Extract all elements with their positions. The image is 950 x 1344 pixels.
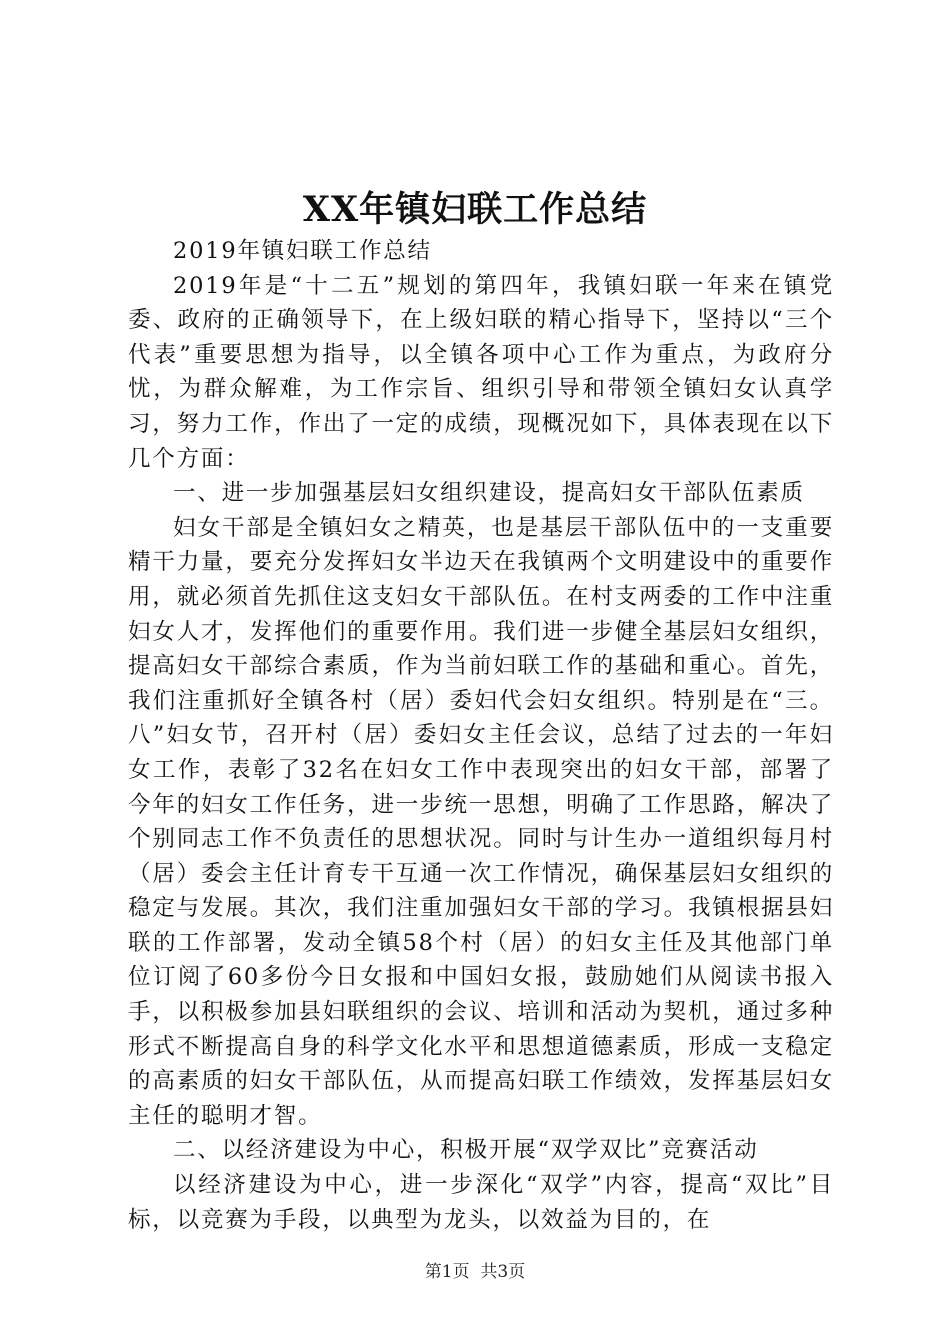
document-body [128, 234, 834, 1237]
section-1-paragraph: 妇女干部是全镇妇女之精英，也是基层干部队伍中的一支重要精干力量，要充分发挥妇女半边天在我镇两个文明建设中的重要作用，就必须首先抓住这支妇女干部队伍。在村支两委的工作中注重妇女人才，发挥他们的重要作用。我们进一步健全基层妇女组织，提高妇女干部综合素质，作为当前妇联工作的基础和重心。首先，我们注重抓好全镇各村（居）委妇代会妇女组织。特别是在“三。八”妇女节，召开村（居）委妇女主任会议，总结了过去的一年妇女工作，表彰了32名在妇女工作中表现突出的妇女干部，部署了今年的妇女工作任务，进一步统一思想，明确了工作思路，解决了个别同志工作不负责任的思想状况。同时与计生办一道组织每月村（居）委会主任计育专干互通一次工作情况，确保基层妇女组织的稳定与发展。其次，我们注重加强妇女干部的学习。我镇根据县妇联的工作部署，发动全镇58个村（居）的妇女主任及其他部门单位订阅了60多份今日女报和中国妇女报，鼓励她们从阅读书报入手，以积极参加县妇联组织的会议、培训和活动为契机，通过多种形式不断提高自身的科学文化水平和思想道德素质，形成一支稳定的高素质的妇女干部队伍，从而提高妇联工作绩效，发挥基层妇女主任的聪明才智。 [128, 514, 834, 1129]
intro-paragraph: 2019年是“十二五”规划的第四年，我镇妇联一年来在镇党委、政府的正确领导下，在上级妇联的精心指导下，坚持以“三个代表”重要思想为指导，以全镇各项中心工作为重点，为政府分忧，为群众解难，为工作宗旨、组织引导和带领全镇妇女认真学习，努力工作，作出了一定的成绩，现概况如下，具体表现在以下几个方面： [128, 272, 834, 472]
section-heading-1: 一、进一步加强基层妇女组织建设，提高妇女干部队伍素质 [173, 480, 805, 507]
page-footer: 第1页 共3页 [424, 1262, 526, 1282]
subtitle-paragraph: 2019年镇妇联工作总结 [173, 238, 432, 264]
document-title: XX年镇妇联工作总结 [302, 189, 648, 230]
section-2-paragraph: 以经济建设为中心，进一步深化“双学”内容，提高“双比”目标，以竞赛为手段，以典型为龙头，以效益为目的，在 [128, 1172, 834, 1233]
section-heading-2: 二、以经济建设为中心，积极开展“双学双比”竞赛活动 [173, 1137, 759, 1164]
